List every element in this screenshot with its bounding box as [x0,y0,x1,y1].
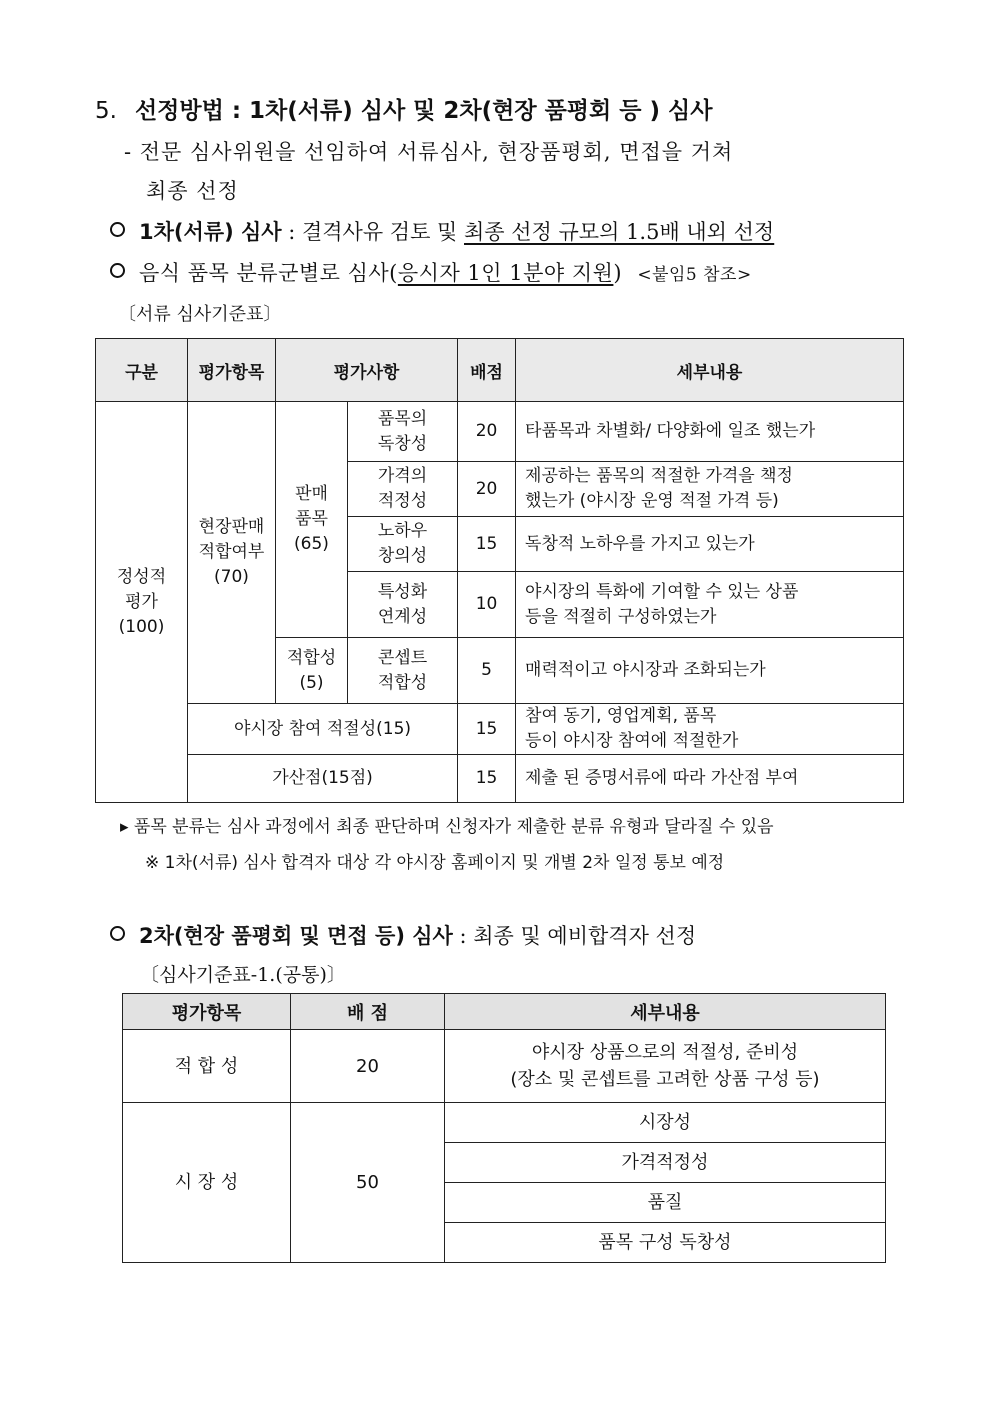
table-row [96,704,904,755]
participation-label: 야시장 참여 적절성(15) [188,704,458,755]
header-eval-item: 평가항목 [123,994,291,1030]
score-cell: 10 [458,572,516,638]
score-cell: 15 [458,704,516,755]
score-cell: 15 [458,755,516,803]
sub-sales-item: 판매 품목 (65) [276,402,348,638]
note-notification: ※ 1차(서류) 심사 합격자 대상 각 야시장 홈페이지 및 개별 2차 일정 통보 예정 [145,853,725,873]
detail-cell: 참여 동기, 영업계획, 품목 등이 야시장 참여에 적절한가 [516,704,904,755]
score-cell: 20 [458,462,516,517]
item-cell: 가격의 적정성 [348,462,458,517]
table-row [96,755,904,803]
detail-cell: 독창적 노하우를 가지고 있는가 [516,517,904,572]
first-review-title: 1차(서류) 심사 [139,220,282,244]
header-eval-detail: 평가사항 [276,339,458,402]
sub-suitability: 적합성 (5) [276,638,348,704]
detail-cell: 야시장 상품으로의 적절성, 준비성 (장소 및 콘셉트를 고려한 상품 구성 등) [445,1030,886,1103]
detail-cell: 품질 [445,1183,886,1223]
bonus-label: 가산점(15점) [188,755,458,803]
section-heading [95,92,712,125]
second-review-title: 2차(현장 품평회 및 면접 등) 심사 [139,924,453,948]
second-review-desc: : 최종 및 예비합격자 선정 [452,924,697,948]
section-title: 선정방법 : 1차(서류) 심사 및 2차(현장 품평회 등 ) 심사 [134,98,713,124]
first-review-scale: 최종 선정 규모의 1.5배 내외 선정 [464,220,775,244]
detail-cell: 매력적이고 야시장과 조화되는가 [516,638,904,704]
first-review-bullet [110,216,774,246]
score-cell: 50 [291,1103,445,1263]
item-cell: 콘셉트 적합성 [348,638,458,704]
header-description: 세부내용 [445,994,886,1030]
category-bullet-underline: 응시자 1인 1분야 지원 [397,261,614,285]
item-cell: 시 장 성 [123,1103,291,1263]
score-cell: 20 [291,1030,445,1103]
table-row [123,1103,886,1143]
section-desc-line2: 최종 선정 [146,179,239,203]
category-bullet [110,257,752,287]
header-eval-item: 평가항목 [188,339,276,402]
score-cell: 15 [458,517,516,572]
header-score: 배 점 [291,994,445,1030]
sub-onsite-fit: 현장판매 적합여부 (70) [188,402,276,704]
table-row [123,1030,886,1103]
section-desc-line1: - 전문 심사위원을 선임하여 서류심사, 현장품평회, 면접을 거쳐 [124,140,734,164]
detail-cell: 야시장의 특화에 기여할 수 있는 상품 등을 적절히 구성하였는가 [516,572,904,638]
header-category: 구분 [96,339,188,402]
item-cell: 품목의 독창성 [348,402,458,462]
category-bullet-close: ) [613,261,623,285]
item-cell: 적 합 성 [123,1030,291,1103]
onsite-criteria-table [122,993,886,1263]
first-review-desc: : 결격사유 검토 및 [281,220,465,244]
item-cell: 노하우 창의성 [348,517,458,572]
circle-bullet-icon [110,222,125,237]
detail-cell: 제출 된 증명서류에 따라 가산점 부여 [516,755,904,803]
score-cell: 20 [458,402,516,462]
detail-cell: 시장성 [445,1103,886,1143]
doc-review-criteria-table [95,338,904,803]
detail-cell: 제공하는 품목의 적절한 가격을 책정 했는가 (야시장 운영 적절 가격 등) [516,462,904,517]
second-review-bullet [110,920,696,950]
section-number: 5. [95,98,117,124]
detail-cell: 품목 구성 독창성 [445,1223,886,1263]
detail-cell: 타품목과 차별화/ 다양화에 일조 했는가 [516,402,904,462]
circle-bullet-icon [110,926,125,941]
category-bullet-text: 음식 품목 분류군별로 심사( [139,261,398,285]
score-cell: 5 [458,638,516,704]
criteria-table-caption: 〔심사기준표-1.(공통)〕 [140,964,346,986]
group-qualitative: 정성적 평가 (100) [96,402,188,803]
circle-bullet-icon [110,263,125,278]
header-score: 배점 [458,339,516,402]
attachment-ref: <붙임5 참조> [637,265,752,285]
table-row [96,402,904,462]
table-header-row [96,339,904,402]
table-header-row [123,994,886,1030]
doc-table-caption: 〔서류 심사기준표〕 [118,304,282,325]
detail-cell: 가격적정성 [445,1143,886,1183]
header-description: 세부내용 [516,339,904,402]
note-classification: ▸ 품목 분류는 심사 과정에서 최종 판단하며 신청자가 제출한 분류 유형과 달라질 수 있음 [120,817,774,837]
item-cell: 특성화 연계성 [348,572,458,638]
